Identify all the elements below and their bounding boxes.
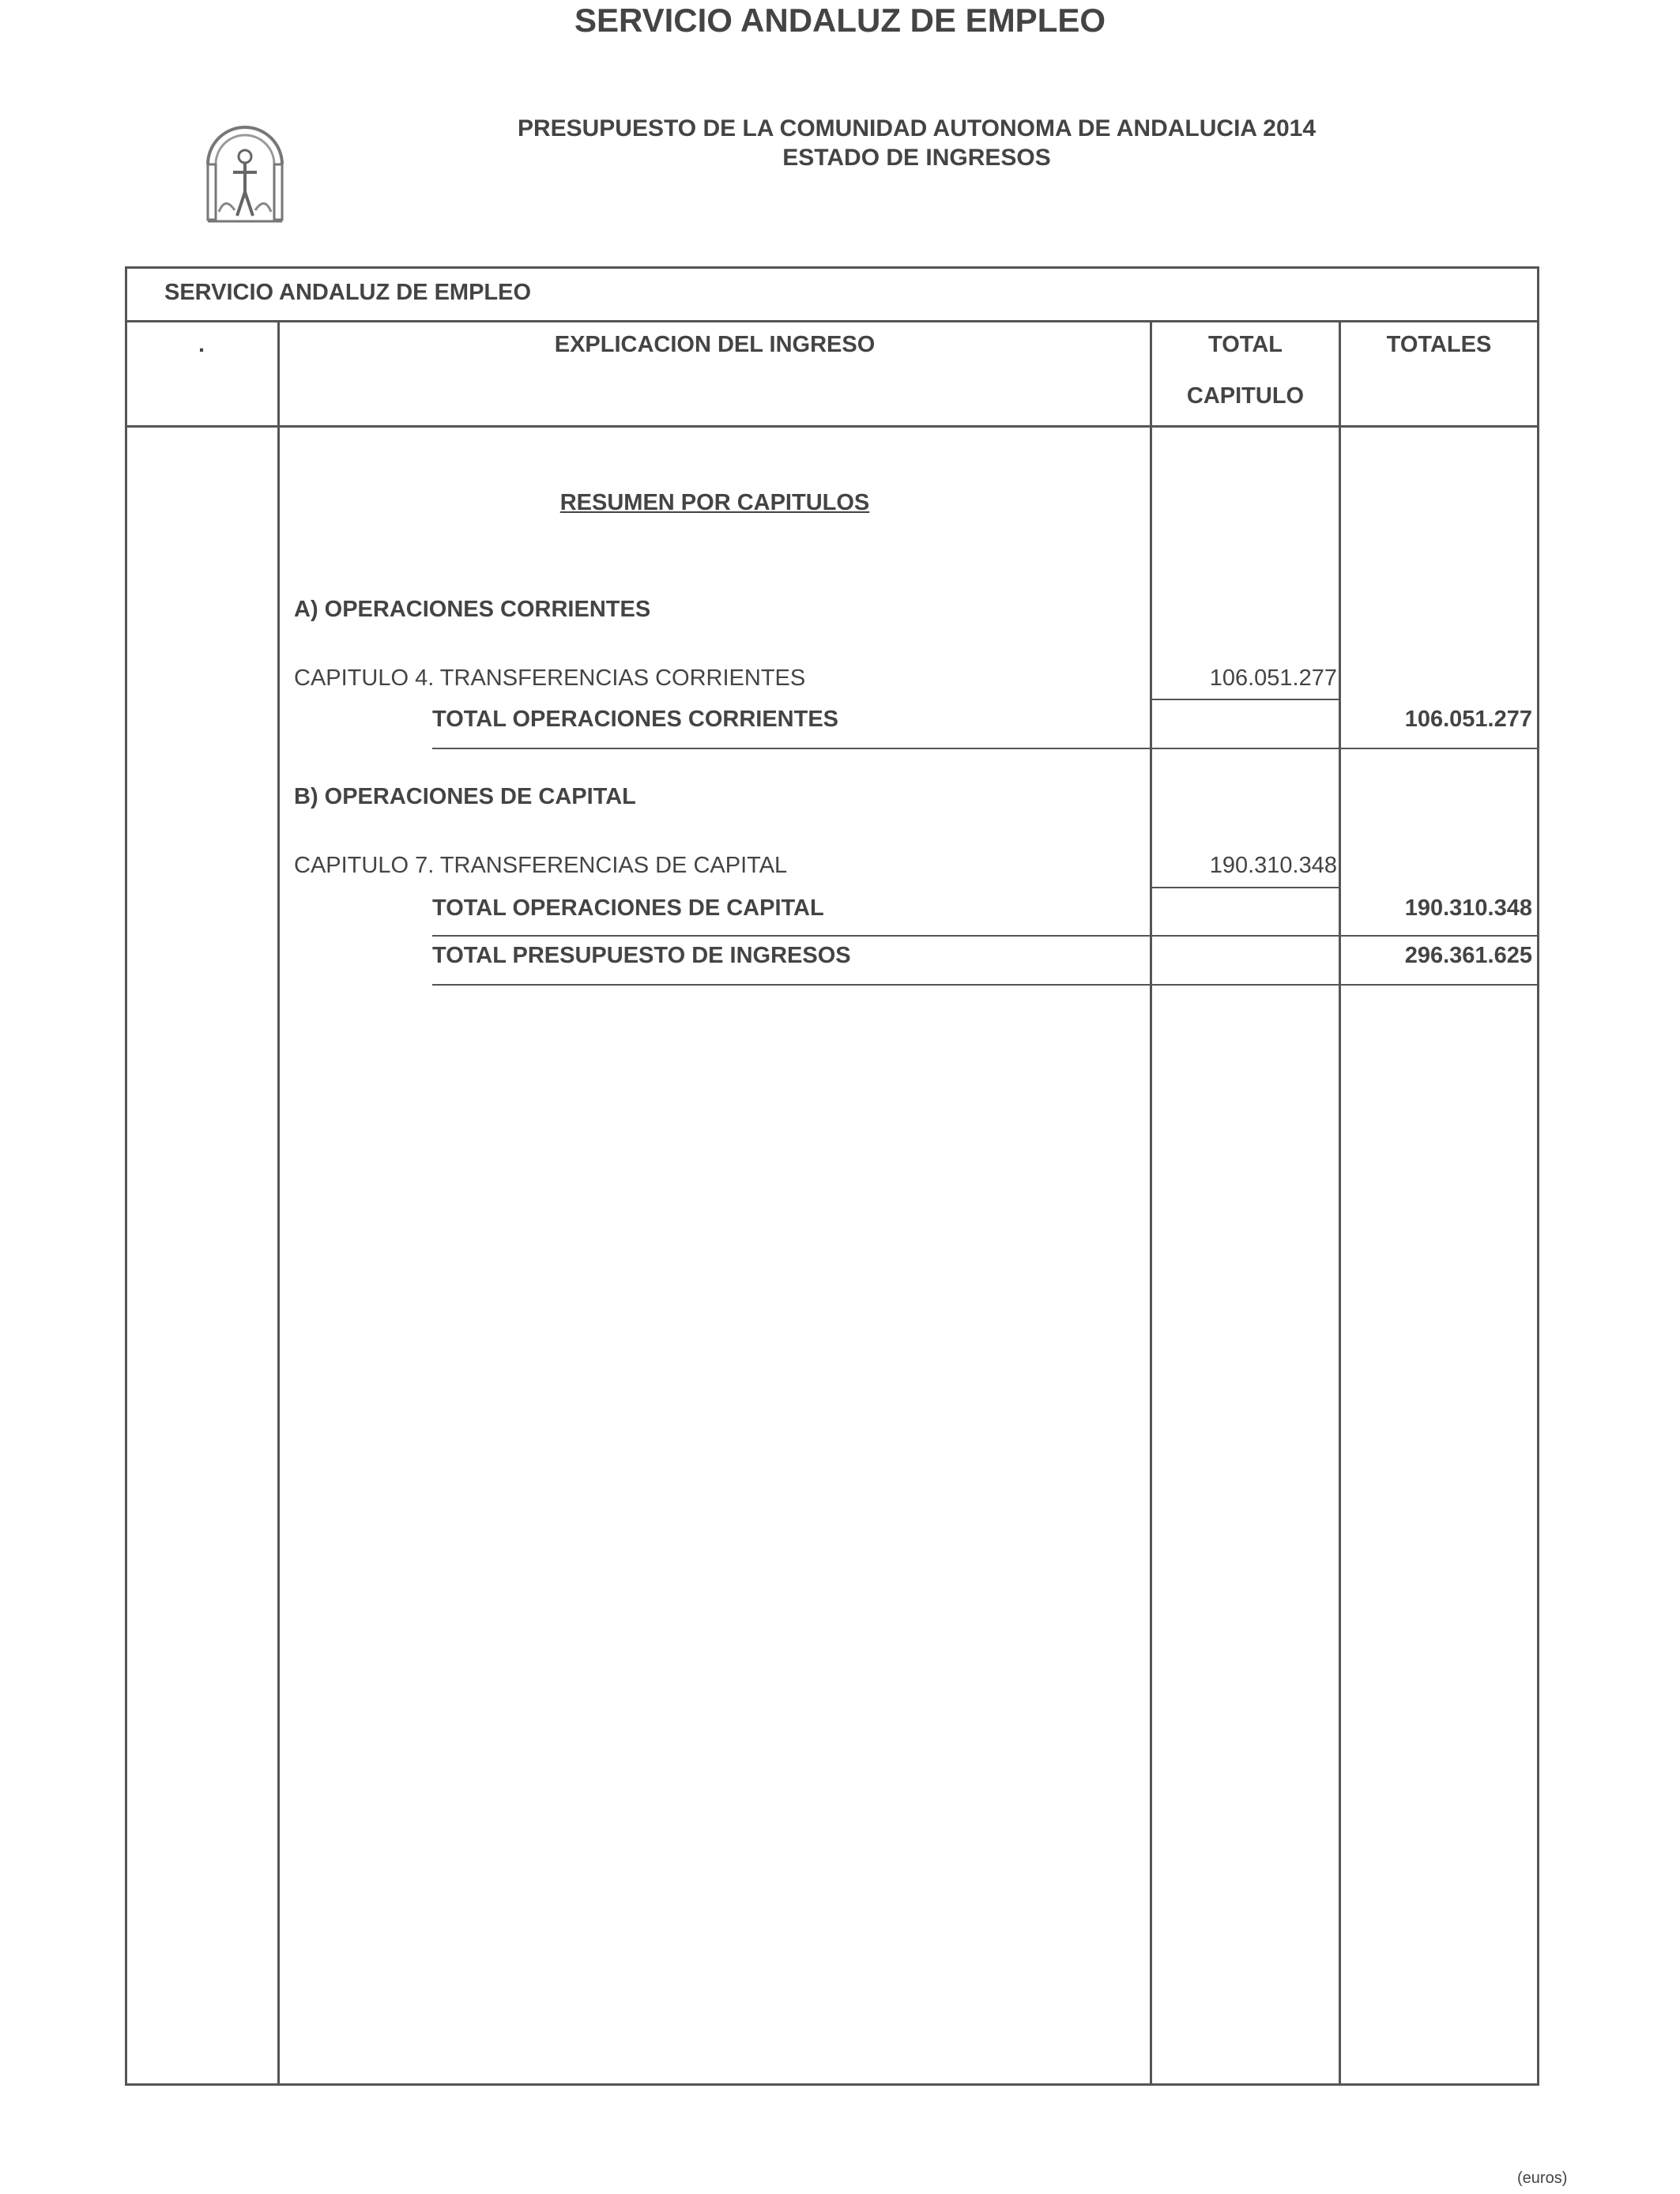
subtotal-rule <box>1152 699 1339 700</box>
junta-andalucia-logo-icon <box>202 117 288 228</box>
page-title: SERVICIO ANDALUZ DE EMPLEO <box>574 2 1106 39</box>
total-rule <box>432 984 1539 986</box>
cap4-label: CAPITULO 4. TRANSFERENCIAS CORRIENTES <box>294 665 806 691</box>
column-divider <box>1339 320 1341 2086</box>
subtotal-rule <box>1152 887 1339 888</box>
section-heading: RESUMEN POR CAPITULOS <box>559 490 870 515</box>
total-presupuesto-label: TOTAL PRESUPUESTO DE INGRESOS <box>432 943 851 968</box>
column-divider <box>1150 320 1152 2086</box>
cap7-label: CAPITULO 7. TRANSFERENCIAS DE CAPITAL <box>294 853 788 878</box>
section-b-heading: B) OPERACIONES DE CAPITAL <box>294 784 636 809</box>
total-corrientes-value: 106.051.277 <box>1404 707 1532 732</box>
section-a-heading: A) OPERACIONES CORRIENTES <box>294 597 651 622</box>
total-presupuesto-value: 296.361.625 <box>1404 943 1532 968</box>
total-rule <box>432 935 1539 937</box>
total-corrientes-label: TOTAL OPERACIONES CORRIENTES <box>432 707 838 732</box>
total-capital-label: TOTAL OPERACIONES DE CAPITAL <box>432 895 824 921</box>
column-header-explicacion: EXPLICACION DEL INGRESO <box>554 332 876 357</box>
column-header-capitulo: CAPITULO <box>1186 383 1305 409</box>
report-subtitle: PRESUPUESTO DE LA COMUNIDAD AUTONOMA DE ANDALUCIA 2014 <box>517 115 1317 141</box>
column-header-totales: TOTALES <box>1386 332 1492 357</box>
column-divider <box>277 320 280 2086</box>
divider <box>125 320 1539 322</box>
units-note: (euros) <box>1517 2169 1568 2187</box>
total-capital-value: 190.310.348 <box>1404 895 1532 921</box>
income-table <box>125 266 1539 2086</box>
cap7-value: 190.310.348 <box>1209 853 1337 878</box>
entity-name: SERVICIO ANDALUZ DE EMPLEO <box>164 280 532 305</box>
divider <box>125 425 1539 428</box>
total-rule <box>432 748 1539 749</box>
cap4-value: 106.051.277 <box>1209 665 1337 691</box>
column-header-total: TOTAL <box>1208 332 1283 357</box>
column-header-code: . <box>198 332 205 357</box>
report-subtitle-2: ESTADO DE INGRESOS <box>782 145 1051 171</box>
